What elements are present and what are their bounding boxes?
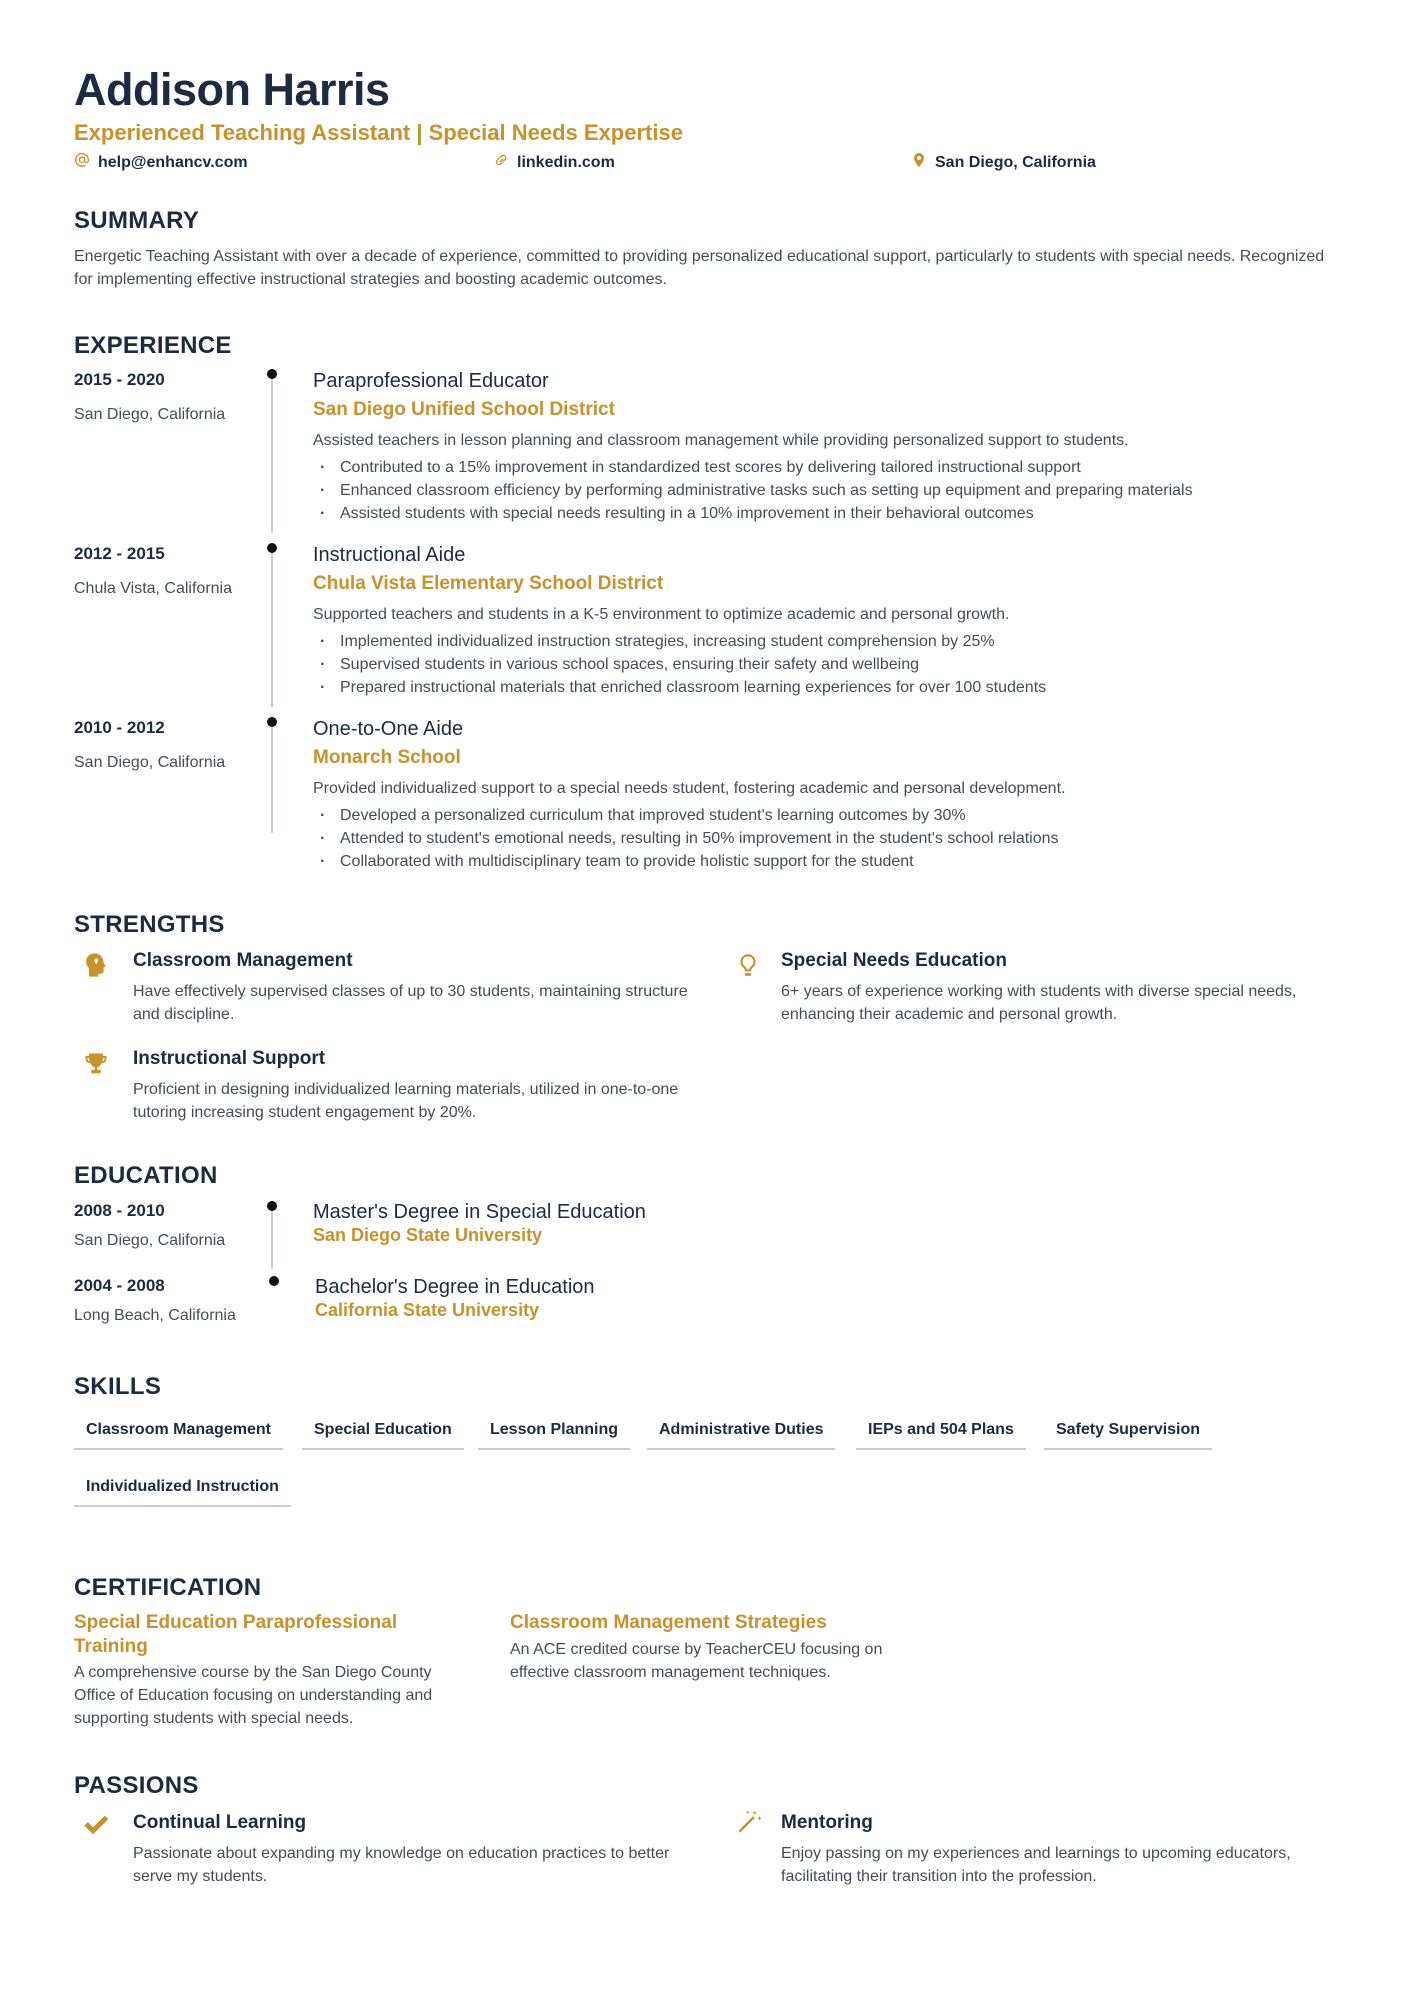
summary-text: Energetic Teaching Assistant with over a decade of experience, committed to providing personalized educational support, particularly to students with special needs. Recognized for implementing effective instructional strategies and boosting academic outcomes. [74, 248, 1325, 288]
contact-location [911, 152, 1096, 173]
experience-org: San Diego Unified School District [313, 399, 615, 420]
strength-title: Instructional Support [133, 1048, 326, 1069]
skill-tag: Classroom Management [74, 1421, 283, 1450]
experience-bullet: · Developed a personalized curriculum that improved student's learning outcomes by 30% [313, 804, 1343, 827]
experience-bullets [313, 456, 1343, 525]
education-location: San Diego, California [74, 1232, 226, 1249]
experience-bullet: · Assisted students with special needs resulting in a 10% improvement in their behavioral outcomes [313, 502, 1343, 525]
education-dates: 2008 - 2010 [74, 1201, 165, 1220]
skill-tag: Administrative Duties [647, 1421, 835, 1450]
contact-linkedin[interactable] [493, 152, 615, 173]
experience-bullet: · Prepared instructional materials that enriched classroom learning experiences for over 100 students [313, 676, 1343, 699]
experience-bullet: · Attended to student's emotional needs, resulting in 50% improvement in the student's school relations [313, 827, 1343, 850]
education-dates: 2004 - 2008 [74, 1276, 165, 1295]
head-icon [82, 951, 110, 979]
timeline-line [271, 721, 273, 833]
passions-heading: PASSIONS [74, 1772, 199, 1799]
strength-title: Special Needs Education [781, 950, 1007, 971]
email-text: help@enhancv.com [98, 153, 248, 171]
strength-text: 6+ years of experience working with students with diverse special needs, enhancing their academic and personal growth. [781, 983, 1297, 1023]
skill-tag: Special Education [302, 1421, 464, 1450]
experience-location: Chula Vista, California [74, 580, 233, 597]
experience-location: San Diego, California [74, 406, 226, 423]
experience-dates: 2015 - 2020 [74, 370, 165, 389]
map-pin-icon [911, 152, 927, 173]
experience-description: Supported teachers and students in a K-5 environment to optimize academic and personal growth. [313, 606, 1010, 623]
experience-dates: 2010 - 2012 [74, 718, 165, 737]
strength-text: Have effectively supervised classes of up to 30 students, maintaining structure and discipline. [133, 983, 688, 1023]
certification-title: Classroom Management Strategies [510, 1612, 827, 1633]
timeline-line [271, 373, 273, 533]
education-degree: Bachelor's Degree in Education [315, 1276, 595, 1298]
strength-title: Classroom Management [133, 950, 353, 971]
skills-heading: SKILLS [74, 1373, 162, 1400]
skill-tag: Safety Supervision [1044, 1421, 1212, 1450]
experience-role: One-to-One Aide [313, 718, 464, 740]
experience-dates: 2012 - 2015 [74, 544, 165, 563]
experience-bullet: · Implemented individualized instruction strategies, increasing student comprehension by 25% [313, 630, 1343, 653]
certification-text: A comprehensive course by the San Diego County Office of Education focusing on understanding and supporting students with special needs. [74, 1664, 433, 1727]
lightbulb-icon [735, 951, 761, 979]
trophy-icon [81, 1050, 111, 1078]
experience-location: San Diego, California [74, 754, 226, 771]
education-school: San Diego State University [313, 1225, 543, 1245]
certification-text: An ACE credited course by TeacherCEU focusing on effective classroom management techniques. [510, 1641, 883, 1681]
experience-heading: EXPERIENCE [74, 332, 232, 359]
passion-text: Passionate about expanding my knowledge on education practices to better serve my students. [133, 1845, 670, 1885]
strength-text: Proficient in designing individualized learning materials, utilized in one-to-one tutoring increasing student engagement by 20%. [133, 1081, 679, 1121]
summary-heading: SUMMARY [74, 207, 200, 234]
linkedin-text: linkedin.com [517, 153, 615, 171]
experience-bullet: · Enhanced classroom efficiency by performing administrative tasks such as setting up equipment and preparing materials [313, 479, 1343, 502]
experience-org: Chula Vista Elementary School District [313, 573, 664, 594]
timeline-dot [267, 369, 277, 379]
skill-tag: Lesson Planning [478, 1421, 630, 1450]
candidate-title: Experienced Teaching Assistant | Special Needs Expertise [74, 120, 683, 145]
education-degree: Master's Degree in Special Education [313, 1201, 646, 1223]
experience-description: Assisted teachers in lesson planning and classroom management while providing personalized support to students. [313, 432, 1129, 449]
education-school: California State University [315, 1300, 540, 1320]
experience-role: Instructional Aide [313, 544, 466, 566]
location-text: San Diego, California [935, 153, 1096, 171]
contact-email[interactable] [74, 152, 248, 173]
magic-wand-icon [735, 1808, 763, 1836]
experience-org: Monarch School [313, 747, 461, 768]
certification-heading: CERTIFICATION [74, 1574, 262, 1601]
education-location: Long Beach, California [74, 1307, 236, 1324]
skill-tag: IEPs and 504 Plans [856, 1421, 1026, 1450]
timeline-dot [269, 1276, 279, 1286]
strengths-heading: STRENGTHS [74, 911, 225, 938]
experience-bullet: · Supervised students in various school spaces, ensuring their safety and wellbeing [313, 653, 1343, 676]
timeline-dot [267, 543, 277, 553]
certification-title: Special Education Paraprofessional Training [74, 1612, 398, 1657]
passion-title: Mentoring [781, 1812, 873, 1833]
link-icon [493, 152, 509, 173]
timeline-line [271, 1205, 273, 1269]
experience-bullets [313, 630, 1343, 699]
passion-title: Continual Learning [133, 1812, 307, 1833]
experience-bullets [313, 804, 1343, 873]
experience-role: Paraprofessional Educator [313, 370, 549, 392]
experience-bullet: · Collaborated with multidisciplinary team to provide holistic support for the student [313, 850, 1343, 873]
experience-bullet: · Contributed to a 15% improvement in standardized test scores by delivering tailored instructional support [313, 456, 1343, 479]
checkmark-icon [82, 1813, 110, 1837]
timeline-dot [267, 717, 277, 727]
candidate-name: Addison Harris [74, 64, 390, 115]
passion-text: Enjoy passing on my experiences and learnings to upcoming educators, facilitating their transition into the profession. [781, 1845, 1291, 1885]
at-sign-icon [74, 152, 90, 173]
education-heading: EDUCATION [74, 1162, 218, 1189]
timeline-dot [267, 1201, 277, 1211]
timeline-line [271, 547, 273, 707]
experience-description: Provided individualized support to a special needs student, fostering academic and personal development. [313, 780, 1066, 797]
skill-tag: Individualized Instruction [74, 1478, 291, 1507]
